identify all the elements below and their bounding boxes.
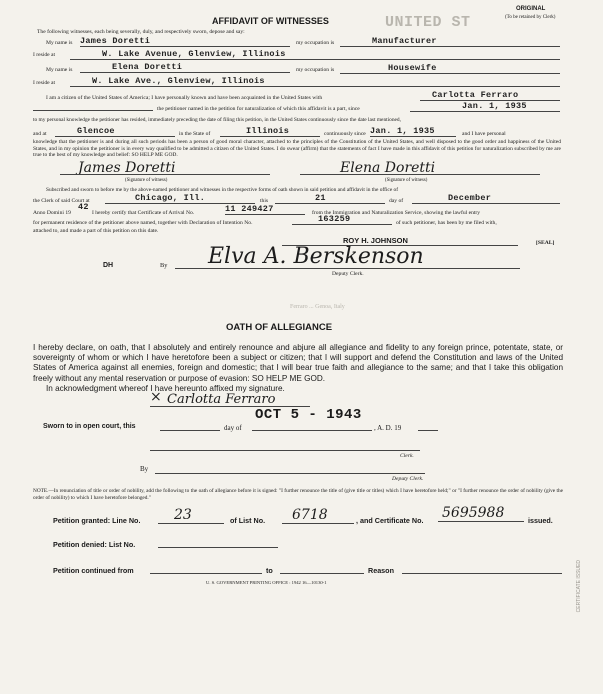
year-value: 42	[78, 202, 89, 212]
subscribed-line: Subscribed and sworn to before me by the above-named petitioner and witnesses in the respective forms of oath shown in said petition and affidavit in the office of	[46, 187, 399, 193]
witness1-signature: James Doretti	[78, 160, 176, 176]
sworn-month-line	[252, 430, 372, 431]
blank-line	[33, 103, 153, 111]
ghost-stamp: UNITED ST	[385, 14, 471, 31]
witness1-name: James Doretti	[80, 36, 290, 47]
certify-label: I hereby certify that Certificate of Arrival No.	[92, 210, 195, 216]
deputy-line	[175, 268, 520, 269]
page-mark: (To be retained by Clerk)	[505, 15, 556, 20]
this-label: this	[260, 198, 269, 204]
seal-label: [SEAL]	[536, 240, 555, 246]
petitioner-name: Carlotta Ferraro	[420, 90, 560, 101]
witness1-occupation: Manufacturer	[340, 36, 560, 47]
sworn-day-of: day of	[224, 424, 242, 432]
denied-list-line	[158, 547, 278, 548]
reside-label-2: I reside at	[33, 80, 56, 86]
clerk-sign-line	[150, 450, 420, 451]
citizen-sentence: I am a citizen of the United States of America; I have personally known and have been acquainted in the United States with	[46, 95, 323, 101]
of-list-label: of List No.	[230, 516, 266, 525]
occupation-label-2: my occupation is	[296, 67, 335, 73]
declaration-number: 163259	[292, 214, 392, 225]
clerk-name: ROY H. JOHNSON	[343, 236, 408, 245]
line-number: 23	[158, 507, 224, 524]
witness-intro: The following witnesses, each being severally, duly, and respectively sworn, depose and say:	[37, 29, 245, 35]
signature-line-2	[300, 174, 540, 175]
petitioner-signature: Carlotta Ferraro	[167, 392, 276, 407]
sworn-day-line	[160, 430, 220, 431]
to-label: to	[266, 566, 273, 575]
printing-office: U. S. GOVERNMENT PRINTING OFFICE : 1942 16—10130-1	[206, 580, 327, 585]
petition-denied-label: Petition denied: List No.	[53, 540, 136, 549]
name-label-1: My name is	[46, 40, 73, 46]
oath-ack: In acknowledgment whereof I have hereunto affixed my signature.	[46, 384, 285, 393]
witness2-occupation: Housewife	[340, 63, 560, 74]
state-since: Jan. 1, 1935	[370, 126, 456, 137]
witness2-signature: Elena Doretti	[340, 160, 436, 176]
day-value: 21	[275, 193, 385, 204]
month-value: December	[412, 193, 560, 204]
sig1-caption: (Signature of witness)	[125, 178, 168, 183]
residence-city: Glencoe	[55, 126, 175, 137]
oath-text: I hereby declare, on oath, that I absolutely and entirely renounce and abjure all allegiance and fidelity to any foreign prince, potentate, state, or sovereignty of whom or which I have heretofore been a subject or citizen; that I will support and defend the Constitution and laws of the United States of America against all enemies, foreign and domestic; that I will bear true faith and allegiance to the same; and that I take this obligation freely without any mental reservation or purpose of evasion: SO HELP ME GOD.	[33, 343, 563, 383]
signature-x-mark: ×	[150, 389, 162, 405]
name-label-2: My name is	[46, 67, 73, 73]
declaration-tail: of such petitioner, has been by me filed with,	[396, 220, 497, 226]
arrival-number: 11 249427	[225, 204, 305, 215]
residence-sentence: to my personal knowledge the petitioner has resided, immediately preceding the date of filing this petition, in the United States continuously since the date last mentioned,	[33, 117, 401, 123]
petition-granted-label: Petition granted: Line No.	[53, 516, 141, 525]
issued-label: issued.	[528, 516, 553, 525]
signature-line-1	[60, 174, 270, 175]
oath-deputy-line	[155, 473, 425, 474]
certificate-number: 5695988	[438, 505, 524, 522]
day-of-label: day of	[389, 198, 404, 204]
date-stamp: OCT 5 - 1943	[255, 407, 362, 423]
from-service: from the Immigration and Naturalization Service, showing the lawful entry	[312, 210, 481, 216]
court-city: Chicago, Ill.	[105, 193, 255, 204]
clerk-caption: Clerk.	[400, 453, 414, 459]
bleed-through-text: Ferraro ... Genoa, Italy	[290, 304, 345, 310]
nobility-note: NOTE.—In renunciation of title or order of nobility, add the following to the oath of allegiance before it is signed: "I further renounce the title of (give title or titles) which I have heretofore held;" or "I further renounce the order of nobility (give the order of nobility) to which I have heretofore belonged."	[33, 488, 563, 501]
oath-by-label: By	[140, 465, 149, 473]
affidavit-title: AFFIDAVIT OF WITNESSES	[212, 16, 329, 26]
continued-to-line	[280, 573, 364, 574]
sworn-year-line	[418, 430, 438, 431]
knowledge-paragraph: knowledge that the petitioner is and during all such periods has been a person of good moral character, attached to the principles of the Constitution of the United States, and well disposed to the good order and happiness of the United States, and in my opinion the petitioner is in every way qualified to be admitted a citizen of the United States. I do swear (affirm) that the statements of fact I have made in this affidavit of this petition for naturalization subscribed by me are true to the best of my knowledge and belief: SO HELP ME GOD.	[33, 139, 561, 159]
sworn-label: Sworn to in open court, this	[43, 423, 136, 430]
witness2-name: Elena Doretti	[80, 62, 290, 73]
deputy-signature: Elva A. Berskenson	[208, 244, 424, 269]
margin-stamp: CERTIFICATE ISSUED	[576, 560, 582, 613]
witness2-address: W. Lake Ave., Glenview, Illinois	[70, 76, 560, 87]
oath-title: OATH OF ALLEGIANCE	[226, 322, 333, 333]
attached-line: attached to, and made a part of this petition on this date.	[33, 228, 159, 234]
oath-deputy-caption: Deputy Clerk.	[392, 476, 424, 482]
known-since: Jan. 1, 1935	[410, 101, 560, 112]
reason-line	[402, 573, 562, 574]
reason-label: Reason	[368, 566, 394, 575]
naturalization-document: UNITED ST ORIGINAL (To be retained by Clerk) AFFIDAVIT OF WITNESSES The following witnesses, each being severally, duly, and respectively sworn, depose and say: My name is James Doretti my occupation is Manufacturer I reside at W. Lake Avenue, Glenview, Illinois My name is Elena Doretti my occupation is Housewife I reside at W. Lake Ave., Glenview, Illinois I am a citizen of the United States of America; I have personally known and have been acquainted in the United States with Carlotta Ferraro the petitioner named in the petition for naturalization of which this affidavit is a part, since Jan. 1, 1935 to my personal knowledge the petitioner has resided, immediately preceding the date of filing this petition, in the United States continuously since the date last mentioned, and at Glencoe in the State of Illinois continuously since Jan. 1, 1935 and I have personal knowledge that the petitioner is and during all such periods has been a person of good moral character, attached to the principles of the Constitution of the United States, and well disposed to the good order and happiness of the United States, and in my opinion the petitioner is in every way qualified to be admitted a citizen of the United States. I do swear (affirm) that the statements of fact I have made in this affidavit of this petition for naturalization subscribed by me are true to the best of my knowledge and belief: SO HELP ME GOD. James Doretti (Signature of witness) Elena Doretti (Signature of witness) Subscribed and sworn to before me by the above-named petitioner and witnesses in the respective forms of oath shown in said petition and affidavit in the office of the Clerk of said Court at Chicago, Ill. this 21 day of December Anno Domini 19 42 I hereby certify that Certificate of Arrival No. 11 249427 from the Immigration and Naturalization Service, showing the lawful entry for permanent residence of the petitioner above named, together with Declaration of Intention No. 163259 of such petitioner, has been by me filed with, attached to, and made a part of this petition on this date. ROY H. JOHNSON [SEAL] DH By Elva A. Berskenson Deputy Clerk. Ferraro ... Genoa, Italy OATH OF ALLEGIANCE I hereby declare, on oath, that I absolutely and entirely renounce and abjure all allegiance and fidelity to any foreign prince, potentate, state, or sovereignty of whom or which I have heretofore been a subject or citizen; that I will support and defend the Constitution and laws of the United States of America against all enemies, foreign and domestic; that I will bear true faith and allegiance to the same; and that I take this obligation freely without any mental reservation or purpose of evasion: SO HELP ME GOD. In acknowledgment whereof I have hereunto affixed my signature. × Carlotta Ferraro Sworn to in open court, this day of OCT 5 - 1943 , A. D. 19 Clerk. By Deputy Clerk. NOTE.—In renunciation of title or order of nobility, add the following to the oath of allegiance before it is signed: "I further renounce the title of (give title or titles) which I have heretofore held;" or "I further renounce the order of nobility (give the order of nobility) to which I have heretofore belonged." Petition granted: Line No. 23 of List No. 6718 , and Certificate No. 5695988 issued. Petition denied: List No. Petition continued from to Reason U. S. GOVERNMENT PRINTING OFFICE : 1942 16—10130-1 CERTIFICATE ISSUED	[33, 6, 582, 613]
cont-since-label: continuously since	[324, 131, 366, 137]
in-state-label: in the State of	[179, 131, 211, 137]
petitioner-sentence: the petitioner named in the petition for naturalization of which this affidavit is a part, since	[157, 106, 360, 112]
declaration-label: for permanent residence of the petitioner above named, together with Declaration of Intention No.	[33, 220, 253, 226]
deputy-caption: Deputy Clerk.	[332, 271, 364, 277]
and-at-label: and at	[33, 131, 47, 137]
sworn-ad: , A. D. 19	[374, 424, 402, 432]
petition-continued-label: Petition continued from	[53, 566, 134, 575]
initials: DH	[103, 262, 114, 269]
deputy-by-label: By	[160, 262, 168, 269]
residence-state: Illinois	[220, 126, 320, 137]
certificate-label: , and Certificate No.	[356, 516, 424, 525]
witness1-address: W. Lake Avenue, Glenview, Illinois	[70, 49, 560, 60]
original-label: ORIGINAL	[516, 6, 546, 12]
reside-label-1: I reside at	[33, 52, 56, 58]
clerk-at-label: the Clerk of said Court at	[33, 198, 90, 204]
anno-label: Anno Domini 19	[33, 210, 71, 216]
continued-from-line	[150, 573, 262, 574]
sig2-caption: (Signature of witness)	[385, 178, 428, 183]
list-number: 6718	[282, 507, 354, 524]
occupation-label-1: my occupation is	[296, 40, 335, 46]
